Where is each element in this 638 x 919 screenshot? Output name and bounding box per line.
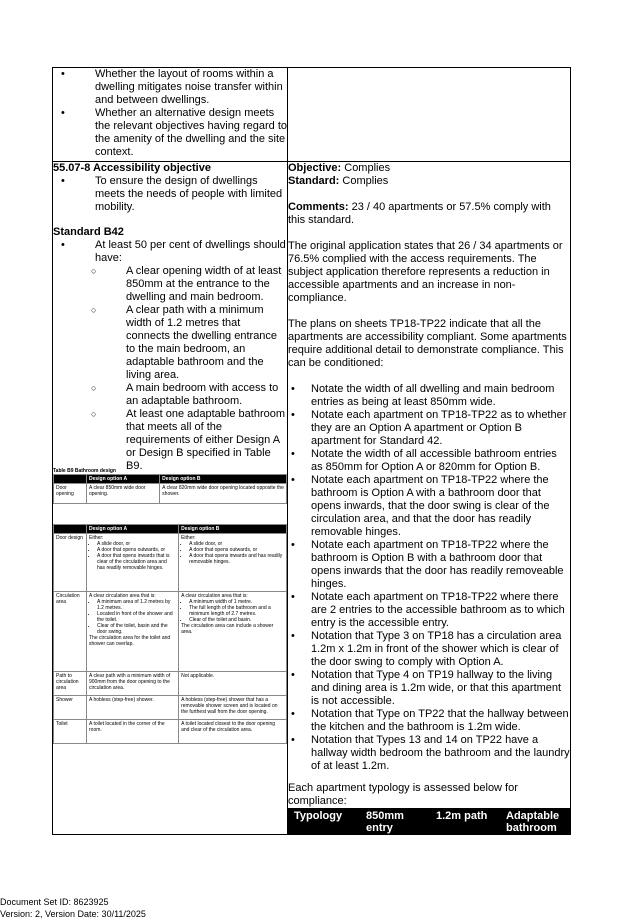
list-item: • Whether an alternative design meets the relevant objectives having regard to the amenity of the dwelling and the site context. [53,107,287,159]
assessment-table [52,67,571,835]
standard-bullet: • At least 50 per cent of dwellings should have: [53,239,287,265]
table-header-row [54,475,287,484]
table-cell: A toilet located closest to the door opening and clear of the circulation area. [179,720,287,744]
cell-text: The circulation area can include a shower area. [181,623,274,635]
left-main-cell [53,162,287,473]
objective-line: Objective: Complies [288,162,391,174]
objective-bullet: • To ensure the design of dwellings meets the needs of people with limited mobility. [53,175,287,214]
list-item: • Notate the width of all dwelling and main bedroom entries as being at least 850mm wide. [288,383,570,409]
cell-text: • Clear of the toilet and basin. [189,617,284,623]
table-cell: Door opening [54,484,87,504]
list-item: • Notate each apartment on TP18-TP22 where the bathroom is Option B with a bathroom door that opens inwards that the door has readily removeable hinges. [288,539,570,591]
table-header-cell: 850mm entry [366,810,404,834]
table-cell: A clear 850mm wide door opening. [87,484,160,504]
cell-text: • A door that opens outwards, or [97,547,176,553]
table-cell: Not applicable. [179,672,287,696]
table-b9-caption: Table B9 Bathroom design [53,468,116,474]
right-main-cell [288,162,570,773]
table-header-cell: Design option B [160,475,287,484]
table-cell: Path to circulation area [54,672,87,696]
table-row [54,534,287,592]
section-heading: 55.07-8 Accessibility objective [53,162,211,174]
cell-text: • The full length of the bathroom and a minimum length of 2.7 metres. [189,605,284,617]
table-row [54,592,287,672]
table-b9 [53,468,287,744]
table-cell: A hobless (step-free) shower that has a removable shower screen and is located on the furthest wall from the door opening. [179,696,287,720]
typology-table-header [288,808,570,834]
list-item: • Notate the width of all accessible bathroom entries as 850mm for Option A or 820mm for Option B. [288,448,570,474]
table-header-cell: Design option A [87,475,160,484]
table-row [54,720,287,744]
table-header-cell [54,525,87,534]
sub-item: ○ A clear path with a minimum width of 1.2 metres that connects the dwelling entrance to the main bedroom, an adaptable bathroom and the living area. [53,304,287,382]
table-row [54,484,287,504]
list-item: • Notation that Type 3 on TP18 has a circulation area 1.2m x 1.2m in front of the shower which is clear of the door swing to comply with Option A. [288,630,570,669]
standard-heading: Standard B42 [53,226,124,238]
list-item: • Notation that Types 13 and 14 on TP22 have a hallway width bedroom the bathroom and the laundry of at least 1.2m. [288,734,570,773]
list-item: • Notation that Type on TP22 that the hallway between the kitchen and the bathroom is 1.2m wide. [288,708,570,734]
table-cell: Shower [54,696,87,720]
list-item: • Notate each apartment on TP18-TP22 as to whether they are an Option A apartment or Option B apartment for Standard 42. [288,409,570,448]
table-header-cell: Design option B [179,525,287,534]
sub-item: ○ At least one adaptable bathroom that meets all of the requirements of either Design A or Design B specified in Table B9. [53,408,287,473]
left-top-cell [53,68,287,159]
list-item: • Notation that Type 4 on TP19 hallway to the living and dining area is 1.2m wide, or that this apartment is not accessible. [288,669,570,708]
cell-text: • A door that opens outwards, or [189,547,284,553]
cell-text: • A slide door, or [97,541,176,547]
table-row [54,696,287,720]
table-cell [179,534,287,592]
cell-text: • A door that opens inwards and has readily removable hinges. [189,553,284,565]
cell-text: A clear circulation area that is: [89,593,156,599]
table-cell [87,534,179,592]
cell-text: • A minimum area of 1.2 metres by 1.2 metres. [97,599,176,611]
sub-item: ○ A main bedroom with access to an adaptable bathroom. [53,382,287,408]
table-header-cell: Adaptable bathroom [506,810,560,834]
table-cell: A toilet located in the corner of the room. [87,720,179,744]
table-cell: A hobless (step-free) shower. [87,696,179,720]
list-item: • Notate each apartment on TP18-TP22 where there are 2 entries to the accessible bathroom as to which entry is the accessible entry. [288,591,570,630]
table-cell [179,592,287,672]
list-item: • Notate each apartment on TP18-TP22 where the bathroom is Option A with a bathroom door that opens inwards, that the door swing is clear of the circulation area, and that the door has readily removable hinges. [288,474,570,539]
table-cell [87,592,179,672]
table-row [54,672,287,696]
cell-text: • Located in front of the shower and the toilet. [97,611,176,623]
sub-item: ○ A clear opening width of at least 850mm at the entrance to the dwelling and main bedroom. [53,265,287,304]
paragraph: The original application states that 26 / 34 apartments or 76.5% complied with the access requirements. The subject application therefore represents a reduction in accessible apartments and an increase in non-compliance. [288,240,563,304]
paragraph: The plans on sheets TP18-TP22 indicate that all the apartments are accessibility compliant. Some apartments require additional detail to demonstrate compliance. This can be conditioned: [288,318,567,369]
cell-text: • A door that opens inwards that is clear of the circulation area and has readily removable hinges. [97,553,176,571]
comments-line: Comments: 23 / 40 apartments or 57.5% comply with this standard. [288,201,551,226]
table-cell: Toilet [54,720,87,744]
cell-text: Either: [89,535,104,541]
table-header-cell [54,475,87,484]
table-header-row [54,525,287,534]
table-cell: A clear path with a minimum width of 900mm from the door opening to the circulation area. [87,672,179,696]
table-cell: Circulation area [54,592,87,672]
cell-text: Either: [181,535,196,541]
table-cell: Door design [54,534,87,592]
table-b9-part1 [53,474,287,504]
table-header-cell: Typology [294,810,343,822]
standard-line: Standard: Complies [288,175,389,187]
document-id: Document Set ID: 8623925 [0,897,109,907]
table-b9-part2 [53,524,287,744]
table-cell: A clear 820mm wide door opening located opposite the shower. [160,484,287,504]
cell-text: A clear circulation area that is: [181,593,248,599]
conditions-list [288,383,570,773]
cell-text: • A minimum width of 1 metre. [189,599,284,605]
cell-text: • Clear of the toilet, basin and the door swing. [97,623,176,635]
table-header-cell: Design option A [87,525,179,534]
closing-paragraph: Each apartment typology is assessed below for compliance: [288,782,518,807]
table-header-cell: 1.2m path [436,810,488,822]
list-item: • Whether the layout of rooms within a dwelling mitigates noise transfer within and between dwellings. [53,68,287,107]
cell-text: • A slide door, or [189,541,284,547]
cell-text: The circulation area for the toilet and shower can overlap. [89,635,171,647]
version-line: Version: 2, Version Date: 30/11/2025 [0,909,146,919]
